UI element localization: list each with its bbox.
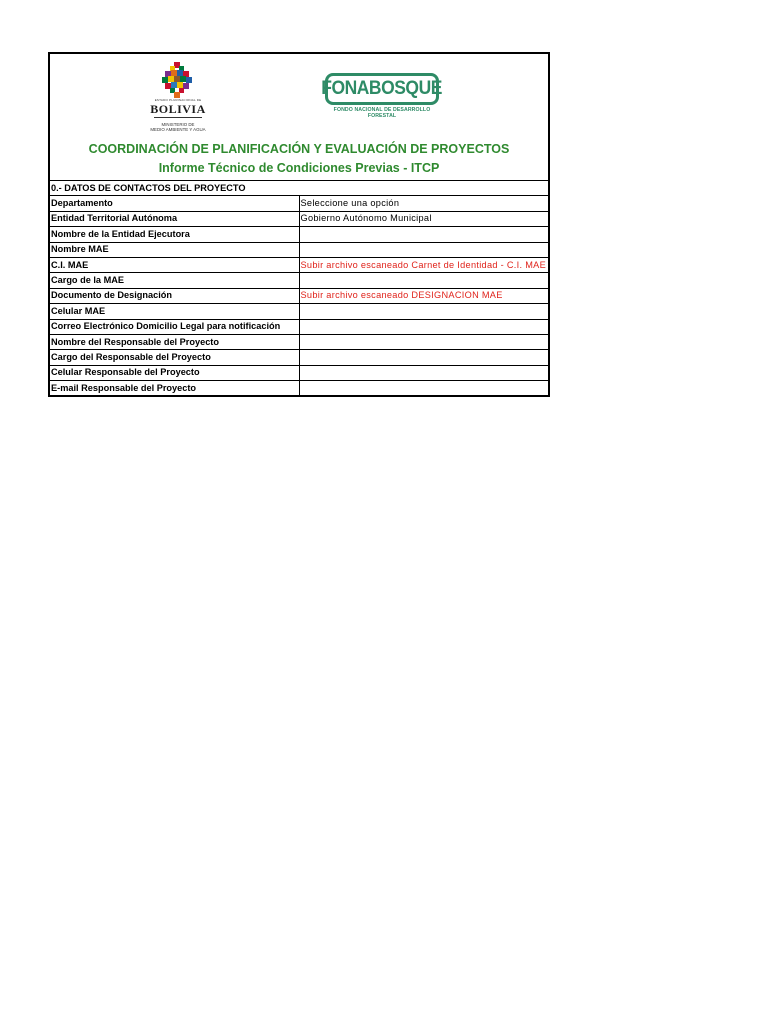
form-sheet [48,52,550,397]
row-label: Celular MAE [50,304,299,319]
row-label: Nombre de la Entidad Ejecutora [50,227,299,242]
fonabosque-logo [321,73,443,119]
table-row [50,319,548,334]
page-title: COORDINACIÓN DE PLANIFICACIÓN Y EVALUACIÓN DE PROYECTOS [88,142,510,156]
celular-responsable-field[interactable] [299,365,548,380]
table-row [50,304,548,319]
table-row [50,273,548,288]
email-responsable-field[interactable] [299,381,548,396]
section-title: 0.- DATOS DE CONTACTOS DEL PROYECTO [50,181,548,196]
ministry-line-2: MEDIO AMBIENTE Y AGUA [150,127,206,132]
table-row [50,365,548,380]
row-label: C.I. MAE [50,257,299,272]
row-label: Cargo de la MAE [50,273,299,288]
cargo-mae-field[interactable] [299,273,548,288]
table-row [50,350,548,365]
table-row [50,288,548,303]
row-label: Cargo del Responsable del Proyecto [50,350,299,365]
designacion-upload-link[interactable]: Subir archivo escaneado DESIGNACION MAE [299,288,548,303]
divider [154,117,202,118]
row-label: Departamento [50,196,299,211]
entidad-ejecutora-field[interactable] [299,227,548,242]
row-label: Entidad Territorial Autónoma [50,211,299,226]
page-subtitle: Informe Técnico de Condiciones Previas - ITCP [158,161,440,175]
bolivia-small-caption: ESTADO PLURINACIONAL DE [154,98,202,102]
table-row [50,381,548,396]
nombre-mae-field[interactable] [299,242,548,257]
departamento-select[interactable]: Seleccione una opción [299,196,548,211]
bolivia-name: BOLIVIA [150,102,206,116]
form-header [50,54,548,180]
ministry-name [142,122,214,132]
correo-electronico-field[interactable] [299,319,548,334]
cargo-responsable-field[interactable] [299,350,548,365]
table-row [50,196,548,211]
ministry-line-1: MINISTERIO DE [161,122,195,127]
fonabosque-subtitle: FONDO NACIONAL DE DESARROLLO FORESTAL [333,107,431,119]
entidad-territorial-select[interactable]: Gobierno Autónomo Municipal [299,211,548,226]
table-row [50,334,548,349]
celular-mae-field[interactable] [299,304,548,319]
fonabosque-name: FONABOSQUE [321,78,443,99]
ci-mae-upload-link[interactable]: Subir archivo escaneado Carnet de Identidad - C.I. MAE [299,257,548,272]
row-label: Nombre del Responsable del Proyecto [50,334,299,349]
table-row [50,227,548,242]
row-label: E-mail Responsable del Proyecto [50,381,299,396]
table-row [50,211,548,226]
row-label: Documento de Designación [50,288,299,303]
row-label: Celular Responsable del Proyecto [50,365,299,380]
table-row [50,257,548,272]
row-label: Nombre MAE [50,242,299,257]
fonabosque-logo-box [321,73,443,105]
contact-data-table [50,180,548,395]
section-header-row [50,181,548,196]
nombre-responsable-field[interactable] [299,334,548,349]
row-label: Correo Electrónico Domicilio Legal para notificación [50,319,299,334]
table-row [50,242,548,257]
